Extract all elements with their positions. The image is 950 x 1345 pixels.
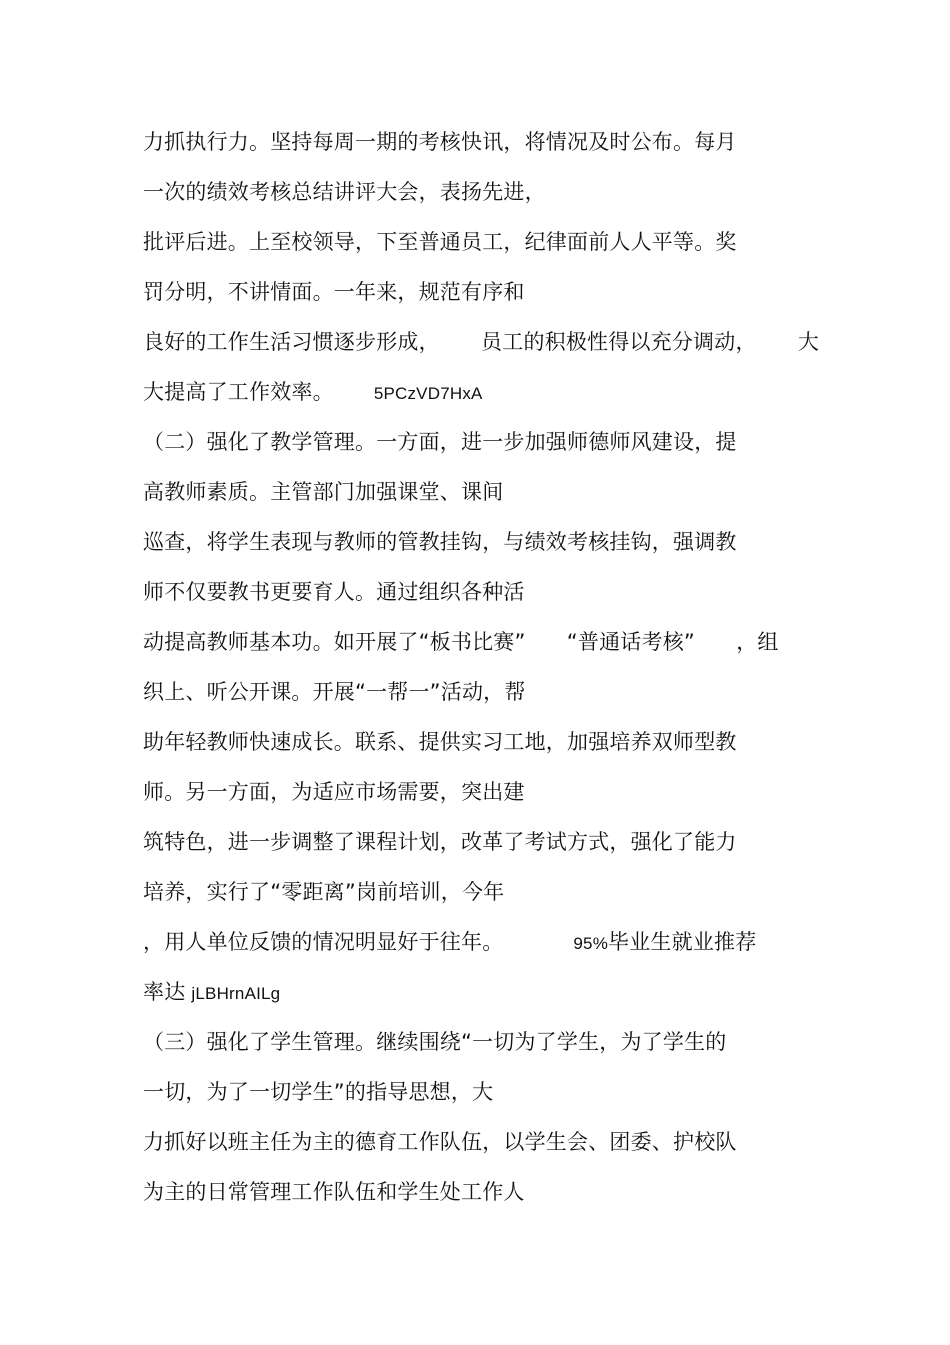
text-line: 动提高教师基本功。如开展了“板书比赛” “普通话考核” ，组: [143, 630, 779, 654]
text-line: 一切，为了一切学生”的指导思想，大: [143, 1080, 494, 1104]
text-line: 良好的工作生活习惯逐步形成， 员工的积极性得以充分调动， 大: [143, 330, 820, 354]
code-text: jLBHrnAILg: [191, 984, 281, 1003]
text-line: 力抓执行力。坚持每周一期的考核快讯，将情况及时公布。每月: [143, 130, 737, 154]
text-line: 织上、听公开课。开展“一帮一”活动，帮: [143, 680, 526, 704]
section-heading-3: （三）强化了学生管理。继续围绕“一切为了学生，为了学生的: [143, 1030, 727, 1054]
text-line: 批评后进。上至校领导，下至普通员工，纪律面前人人平等。奖: [143, 230, 737, 254]
percent-text: 95%: [573, 934, 609, 953]
text-line: 为主的日常管理工作队伍和学生处工作人: [143, 1180, 525, 1204]
text-line: 师不仅要教书更要育人。通过组织各种活: [143, 580, 525, 604]
text-line: 筑特色，进一步调整了课程计划，改革了考试方式，强化了能力: [143, 830, 737, 854]
code-text: 5PCzVD7HxA: [373, 384, 483, 403]
text-line: 巡查，将学生表现与教师的管教挂钩，与绩效考核挂钩，强调教: [143, 530, 737, 554]
line-text-tail: 毕业生就业推荐: [608, 930, 757, 954]
text-line: 师。另一方面，为适应市场需要，突出建: [143, 780, 525, 804]
text-line: 力抓好以班主任为主的德育工作队伍，以学生会、团委、护校队: [143, 1130, 737, 1154]
text-line: [143, 978, 280, 1008]
text-line: 培养，实行了“零距离”岗前培训，今年: [143, 880, 505, 904]
text-line: 助年轻教师快速成长。联系、提供实习工地，加强培养双师型教: [143, 730, 737, 754]
line-text: ，用人单位反馈的情况明显好于往年。: [143, 930, 504, 954]
text-line: [143, 378, 483, 408]
text-line: [143, 928, 756, 958]
line-text: 大提高了工作效率。: [143, 380, 334, 404]
text-line: 一次的绩效考核总结讲评大会，表扬先进，: [143, 180, 546, 204]
text-line: 罚分明，不讲情面。一年来，规范有序和: [143, 280, 525, 304]
section-heading-2: （二）强化了教学管理。一方面，进一步加强师德师风建设，提: [143, 430, 737, 454]
line-text: 率达: [143, 980, 186, 1004]
text-line: 高教师素质。主管部门加强课堂、课间: [143, 480, 504, 504]
